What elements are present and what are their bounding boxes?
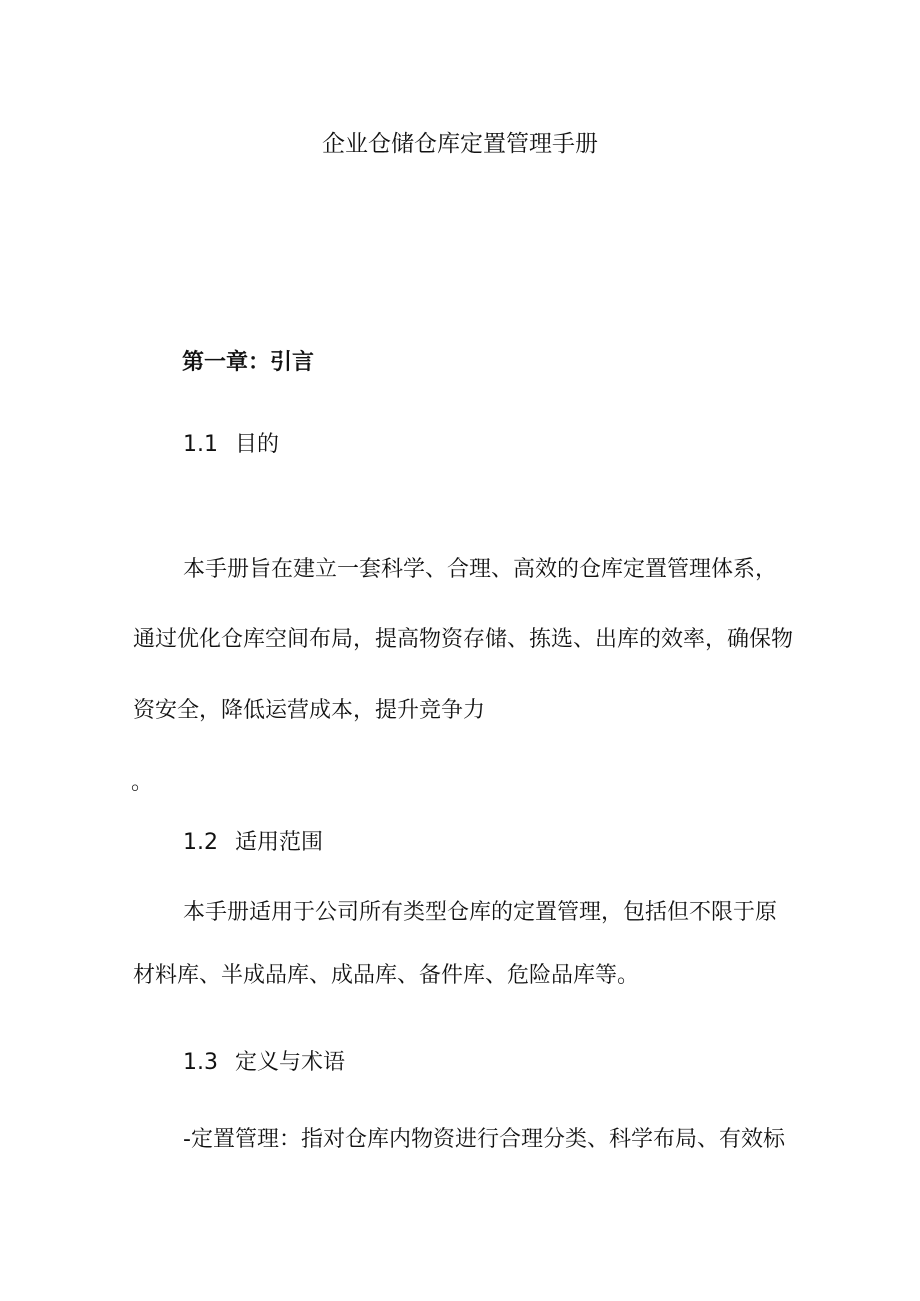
paragraph-line: -定置管理：指对仓库内物资进行合理分类、科学布局、有效标 — [183, 1127, 785, 1152]
chapter-heading: 第一章：引言 — [182, 350, 315, 375]
section-title: 定义与术语 — [235, 1050, 346, 1075]
section-heading — [183, 1049, 345, 1077]
section-number: 1.1 — [183, 432, 218, 457]
section-number: 1.3 — [183, 1050, 218, 1075]
document-title: 企业仓储仓库定置管理手册 — [322, 131, 598, 157]
section-number: 1.2 — [183, 830, 218, 855]
section-heading — [183, 829, 323, 857]
paragraph-line: 。 — [131, 770, 154, 795]
paragraph-line: 本手册适用于公司所有类型仓库的定置管理，包括但不限于原 — [183, 900, 778, 925]
section-title: 目的 — [235, 432, 280, 457]
paragraph-line: 材料库、半成品库、成品库、备件库、危险品库等。 — [133, 963, 640, 988]
paragraph-line: 本手册旨在建立一套科学、合理、高效的仓库定置管理体系， — [183, 557, 778, 582]
paragraph-line: 资安全，降低运营成本，提升竞争力 — [133, 698, 486, 723]
paragraph-line: 通过优化仓库空间布局，提高物资存储、拣选、出库的效率，确保物 — [133, 627, 794, 652]
section-title: 适用范围 — [235, 830, 324, 855]
section-heading — [183, 431, 279, 459]
